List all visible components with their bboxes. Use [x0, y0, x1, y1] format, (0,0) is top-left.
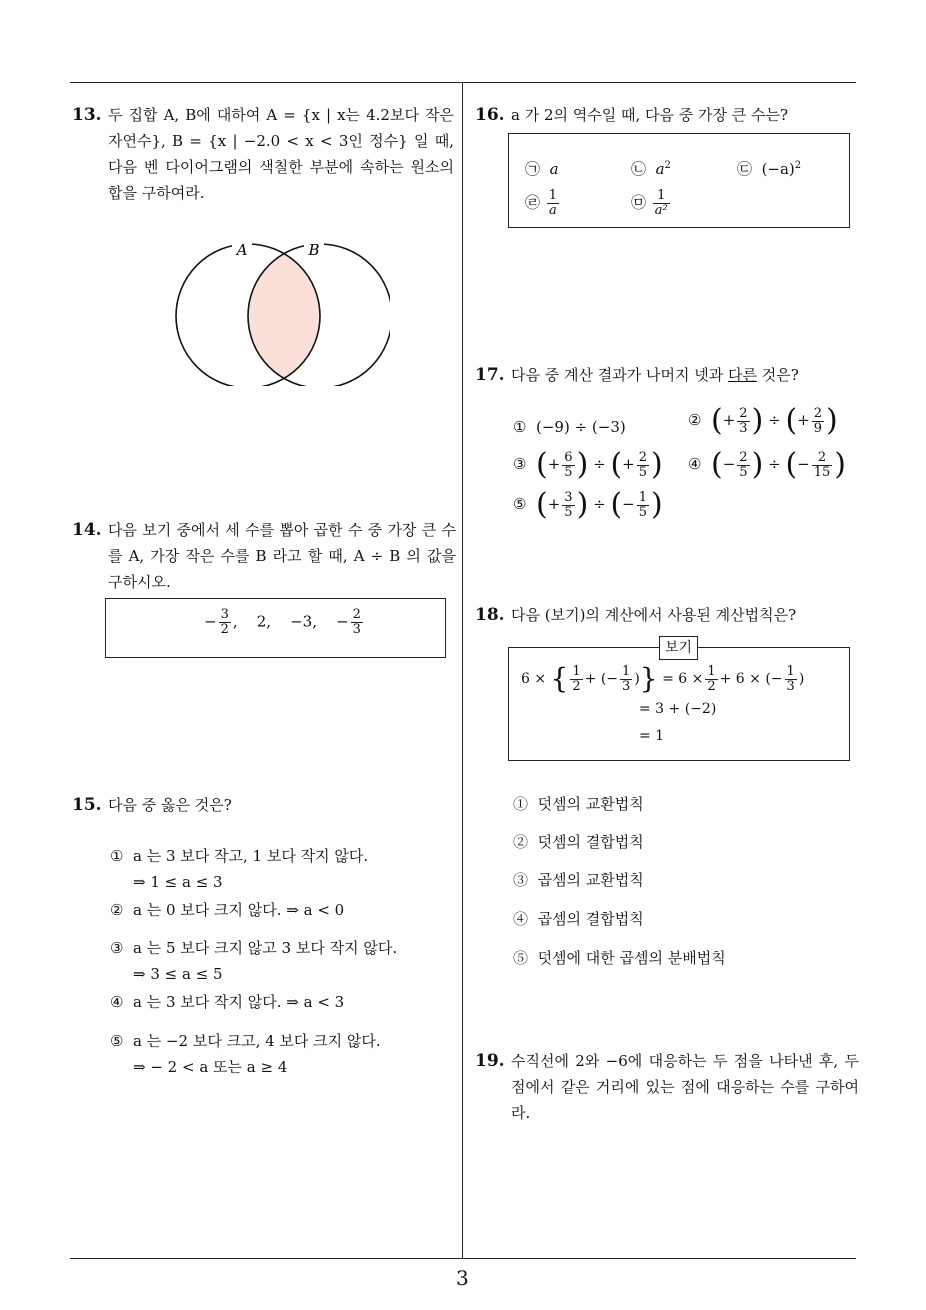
- q18-option-3[interactable]: ③ 곱셈의 교환법칙: [513, 871, 644, 889]
- q17-option-5[interactable]: ⑤ (+ $\frac{3}{5}$ ) ÷ (− $\frac{1}{5}$ ): [513, 487, 663, 522]
- question-number: 19.: [475, 1051, 505, 1071]
- question-number: 14.: [72, 520, 102, 540]
- bottom-rule: [70, 1258, 856, 1259]
- q16-option-2[interactable]: ㉡ $a^2$: [631, 160, 671, 178]
- q15-option-4[interactable]: ④ a 는 3 보다 작지 않다. ⇒ a < 3: [110, 993, 345, 1011]
- q18-option-5[interactable]: ⑤ 덧셈에 대한 곱셈의 분배법칙: [513, 949, 726, 967]
- venn-label-b: B: [308, 241, 320, 259]
- question-text: 수직선에 2와 −6에 대응하는 두 점을 나타낸 후, 두 점에서 같은 거리에 있는 점에 대응하는 수를 구하여라.: [511, 1052, 864, 1122]
- venn-label-a: A: [236, 241, 248, 259]
- venn-diagram: [170, 236, 390, 386]
- q18-line-2: = 3 + (−2): [639, 701, 717, 717]
- question-14: [72, 517, 461, 595]
- fraction: $\frac{3}{2}$: [220, 607, 229, 637]
- underlined-word: 다른: [727, 366, 757, 384]
- question-number: 16.: [475, 105, 505, 125]
- question-text: 다음 중 계산 결과가 나머지 넷과: [511, 366, 728, 384]
- question-number: 18.: [475, 605, 505, 625]
- q15-option-3[interactable]: ③ a 는 5 보다 크지 않고 3 보다 작지 않다. ⇒ 3 ≤ a ≤ 5: [110, 939, 398, 983]
- q18-option-4[interactable]: ④ 곱셈의 결합법칙: [513, 910, 644, 928]
- q15-option-2[interactable]: ② a 는 0 보다 크지 않다. ⇒ a < 0: [110, 901, 345, 919]
- question-18: [475, 602, 855, 628]
- question-15: [72, 792, 456, 818]
- q16-choice-box: [508, 133, 850, 228]
- q18-option-1[interactable]: ① 덧셈의 교환법칙: [513, 795, 644, 813]
- question-number: 17.: [475, 365, 505, 385]
- question-text: 다음 중 옳은 것은?: [108, 796, 232, 814]
- q14-choice-box: [105, 598, 446, 658]
- question-number: 13.: [72, 105, 102, 125]
- q14-items: − $\frac{3}{2}$ , 2, −3, − $\frac{2}{3}$: [204, 607, 361, 637]
- question-19: [475, 1048, 864, 1126]
- question-text: 두 집합 A, B에 대하여 A = {x | x는 4.2보다 작은 자연수}, B = {x | −2.0 < x < 3인 정수} 일 때, 다음 벤 다이어그램의 색칠한 부분에 속하는 원소의 합을 구하여라.: [108, 106, 459, 202]
- q15-option-1[interactable]: ① a 는 3 보다 작고, 1 보다 작지 않다. ⇒ 1 ≤ a ≤ 3: [110, 847, 369, 891]
- q18-example-label: 보기: [659, 636, 698, 660]
- q16-option-5[interactable]: ㉤ $\frac{1}{\text{a²}}$: [631, 188, 668, 218]
- q17-option-1[interactable]: ① (−9) ÷ (−3): [513, 418, 626, 436]
- q18-line-1: 6 × { $\frac{1}{2}$ + (− $\frac{1}{3}$ )} = 6 × $\frac{1}{2}$ + 6 × (− $\frac{1}{3}$ ): [521, 662, 805, 695]
- q16-option-1[interactable]: ㉠ a: [525, 160, 559, 178]
- q15-option-5[interactable]: ⑤ a 는 −2 보다 크고, 4 보다 크지 않다. ⇒ − 2 < a 또는 a ≥ 4: [110, 1032, 381, 1076]
- question-17: 17. 다음 중 계산 결과가 나머지 넷과 다른 것은?: [475, 362, 855, 388]
- q18-option-2[interactable]: ② 덧셈의 결합법칙: [513, 833, 644, 851]
- q18-line-3: = 1: [639, 728, 665, 744]
- fraction: $\frac{1}{\text{a²}}$: [654, 188, 668, 218]
- q18-example-box: [508, 640, 850, 761]
- question-text: a 가 2의 역수일 때, 다음 중 가장 큰 수는?: [511, 106, 789, 124]
- q17-option-4[interactable]: ④ (− $\frac{2}{5}$ ) ÷ (− $\frac{2}{15}$ ): [688, 447, 846, 482]
- q16-option-4[interactable]: ㉣ $\frac{1}{a}$: [525, 188, 558, 218]
- q17-option-3[interactable]: ③ (+ $\frac{6}{5}$ ) ÷ (+ $\frac{2}{5}$ ): [513, 447, 663, 482]
- page-number: 3: [456, 1266, 469, 1290]
- top-rule: [70, 82, 856, 83]
- column-divider: [462, 82, 463, 1258]
- q17-option-2[interactable]: ② (+ $\frac{2}{3}$ ) ÷ (+ $\frac{2}{9}$ ): [688, 403, 838, 438]
- q16-option-3[interactable]: ㉢ $(-a)^2$: [737, 160, 802, 178]
- question-text: 다음 보기 중에서 세 수를 뽑아 곱한 수 중 가장 큰 수를 A, 가장 작은 수를 B 라고 할 때, A ÷ B 의 값을 구하시오.: [108, 521, 461, 591]
- fraction: $\frac{1}{a}$: [548, 188, 558, 218]
- question-number: 15.: [72, 795, 102, 815]
- fraction: $\frac{2}{3}$: [352, 607, 361, 637]
- question-text: 다음 (보기)의 계산에서 사용된 계산법칙은?: [511, 606, 797, 624]
- question-13: [72, 102, 459, 206]
- question-16: [475, 102, 855, 128]
